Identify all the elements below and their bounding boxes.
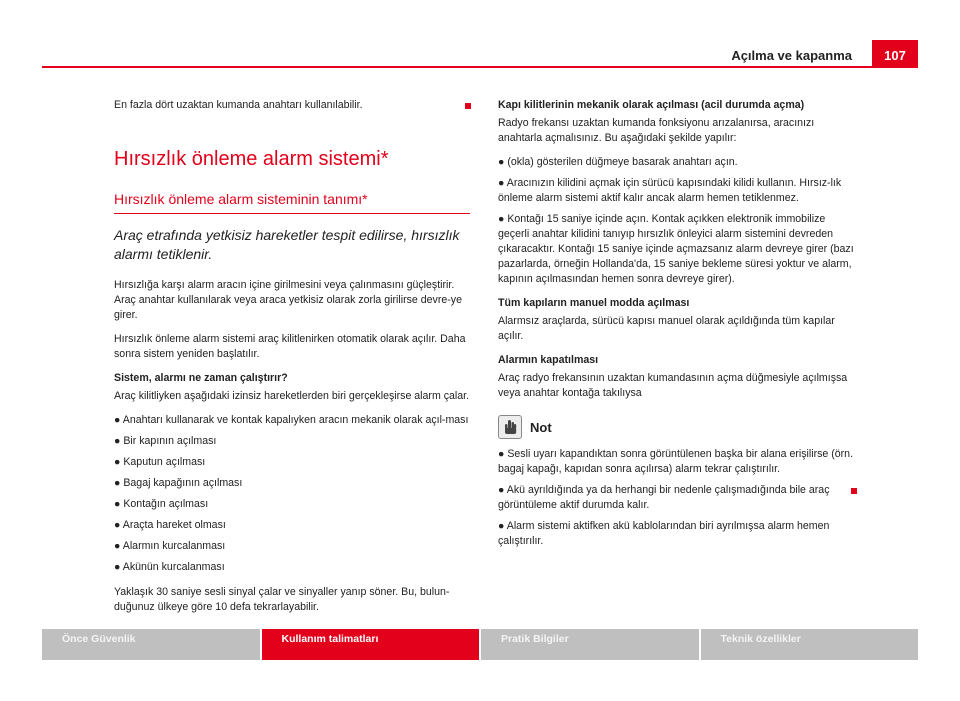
note-label: Not [530,419,552,435]
footer-nav [42,629,918,660]
intro-text: En fazla dört uzaktan kumanda anahtarı kullanılabilir. [114,99,363,111]
list-item: ● Araçta hareket olması [114,519,226,531]
mechanical-heading: Kapı kilitlerinin mekanik olarak açılması (acil durumda açma) [498,99,805,111]
list-item: ● Sesli uyarı kapandıktan sonra görüntülenen başka bir alana erişilirse (örn. bagaj kapağı, kapıdan sonra açılırsa) alarm tekrar çalıştırılır. [498,448,854,475]
tab-practical-info[interactable]: Pratik Bilgiler [481,629,699,660]
list-item: ● Akü ayrıldığında ya da herhangi bir nedenle çalışmadığında bile araç görüntüleme aktif durumda kalır. [498,484,830,511]
trigger-list [114,413,470,575]
list-item: ● Alarmın kurcalanması [114,540,226,552]
list-item: ● Anahtarı kullanarak ve kontak kapalıyken aracın mekanik olarak açıl-ması [114,414,469,426]
note-list [498,447,856,549]
lead-text: Araç etrafında yetkisiz hareketler tespit edilirse, hırsızlık alarmı tetiklenir. [114,227,460,262]
list-item: ● Akünün kurcalanması [114,561,225,573]
closing-text: Yaklaşık 30 saniye sesli sinyal çalar ve sinyaller yanıp söner. Bu, bulun-duğunuz ülkeye göre 10 defa tekrarlayabilir. [114,586,450,613]
paragraph: Araç kilitliyken aşağıdaki izinsiz hareketlerden biri gerçekleşirse alarm çalar. [114,390,470,402]
list-item: ● Aracınızın kilidini açmak için sürücü kapısındaki kilidi kullanın. Hırsız-lık önleme alarm sistemi aktif kalır ancak alarm hemen tetiklenmez. [498,177,842,204]
list-item: ● Bagaj kapağının açılması [114,477,243,489]
section-end-marker [465,103,471,109]
right-column [498,98,856,555]
section-end-marker [851,488,857,494]
note-hand-icon [498,415,522,439]
paragraph: Radyo frekansı uzaktan kumanda fonksiyonu arızalanırsa, aracınızı anahtarla açmalısınız. Bu aşağıdaki şekilde yapılır: [498,117,815,144]
left-column [114,98,470,624]
list-item: ● Bir kapının açılması [114,435,217,447]
paragraph: Alarmsız araçlarda, sürücü kapısı manuel olarak açıldığında tüm kapılar açılır. [498,315,835,342]
tab-safety-first[interactable]: Önce Güvenlik [42,629,260,660]
list-item: ● Alarm sistemi aktifken akü kablolarından biri ayrılmışsa alarm hemen çalıştırılır. [498,520,830,547]
subsection-heading: Hırsızlık önleme alarm sisteminin tanımı* [114,191,470,214]
tab-operating-instructions[interactable]: Kullanım talimatları [262,629,480,660]
paragraph: Hırsızlık önleme alarm sistemi araç kilitlenirken otomatik olarak açılır. Daha sonra sistem yeniden başlatılır. [114,333,466,360]
header-rule [42,66,918,68]
list-item: ● (okla) gösterilen düğmeye basarak anahtarı açın. [498,156,738,168]
mechanical-steps [498,155,856,287]
paragraph: Hırsızlığa karşı alarm aracın içine girilmesini veya çalınmasını güçleştirir. Araç anahtar kullanılarak veya araca yetkisiz olarak zorla girilirse devre-ye girer. [114,279,462,321]
list-item: ● Kaputun açılması [114,456,206,468]
page-number: 107 [872,40,918,68]
disable-heading: Alarmın kapatılması [498,354,599,366]
section-title: Açılma ve kapanma [731,48,852,63]
note-header [498,415,856,439]
section-heading: Hırsızlık önleme alarm sistemi* [114,148,389,170]
list-item: ● Kontağın açılması [114,498,209,510]
manual-heading: Tüm kapıların manuel modda açılması [498,297,690,309]
paragraph: Araç radyo frekansının uzaktan kumandasının açma düğmesiyle açılmışsa veya anahtar kontağa takılıysa [498,372,848,399]
tab-technical-specs[interactable]: Teknik özellikler [701,629,919,660]
list-item: ● Kontağı 15 saniye içinde açın. Kontak açıkken elektronik immobilize geçerli anahtar kilidini tanıyıp hırsızlık önleyici alarm sistemini devreden çıkaracaktır. Kontağı 15 saniye içinde açmazsanız alarm devreye girer (bazı pazarlarda, örneğin Hollanda'da, 15 saniye bekleme süresi yoktur ve alarm, kapının açılmasından hemen sonra devreye girer). [498,213,854,285]
when-heading: Sistem, alarmı ne zaman çalıştırır? [114,372,288,384]
